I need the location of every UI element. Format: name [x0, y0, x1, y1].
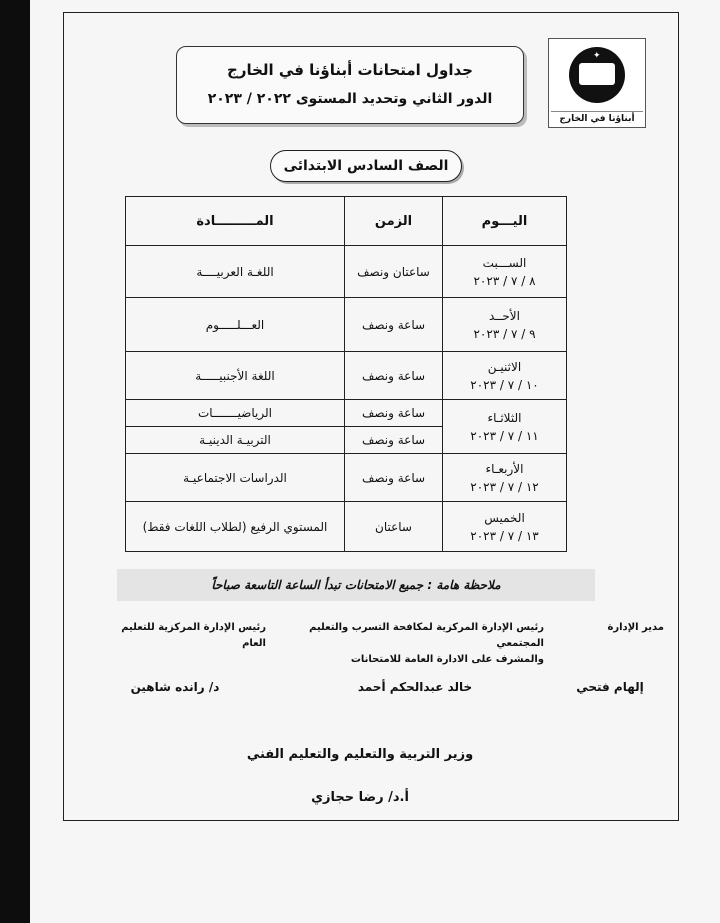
signatory-title-middle-line2: والمشرف على الادارة العامة للامتحانات [350, 654, 544, 665]
signatory-title-middle [300, 620, 544, 668]
minister-name: أ.د/ رضا حجازي [311, 790, 409, 805]
subject-cell: المستوي الرفيع (لطلاب اللغات فقط) [126, 502, 345, 552]
subject-cell: العـــلـــــوم [126, 298, 345, 352]
minister-title: وزير التربية والتعليم والتعليم الفني [246, 747, 474, 762]
day-name: الثلاثـاء [487, 410, 522, 425]
subject-cell: اللغـة العربيــــة [126, 246, 345, 298]
important-note: ملاحظة هامة : جميع الامتحانات تبدأ الساعة التاسعة صباحاً [117, 569, 595, 601]
time-cell: ساعة ونصف [345, 400, 443, 427]
table-row [126, 502, 567, 552]
time-cell: ساعتان [345, 502, 443, 552]
day-date: ٩ / ٧ / ٢٠٢٣ [473, 326, 536, 341]
day-cell [443, 298, 567, 352]
day-cell [443, 400, 567, 454]
day-cell [443, 454, 567, 502]
exam-schedule-table [125, 196, 567, 552]
eagle-icon: ✦ [593, 51, 601, 61]
header-subject: المـــــــــادة [126, 197, 345, 246]
table-row [126, 352, 567, 400]
day-cell [443, 502, 567, 552]
subject-cell: التربيـة الدينيـة [126, 427, 345, 454]
subject-cell: اللغة الأجنبيـــــة [126, 352, 345, 400]
day-cell [443, 246, 567, 298]
time-cell: ساعتان ونصف [345, 246, 443, 298]
day-date: ٨ / ٧ / ٢٠٢٣ [473, 273, 536, 288]
day-name: الاثنيـن [487, 359, 522, 374]
day-name: الخميس [484, 510, 525, 525]
header-day: اليـــوم [443, 197, 567, 246]
day-name: الأربعـاء [485, 461, 524, 476]
time-cell: ساعة ونصف [345, 298, 443, 352]
table-row [126, 298, 567, 352]
emblem-icon [569, 47, 625, 103]
signatory-title-middle-line1: رئيس الإدارة المركزية لمكافحة التسرب والتعليم المجتمعي [309, 622, 544, 649]
day-name: الســـبت [482, 255, 527, 270]
time-cell: ساعة ونصف [345, 352, 443, 400]
signatory-name-middle: خالد عبدالحكم أحمد [357, 680, 473, 694]
signatory-title-left: رئيس الإدارة المركزية للتعليم العام [121, 622, 266, 649]
time-cell: ساعة ونصف [345, 427, 443, 454]
table-row [126, 454, 567, 502]
header-time: الزمن [345, 197, 443, 246]
grade-title: الصف السادس الابتدائى [270, 150, 462, 182]
table-row [126, 400, 567, 427]
signatory-name-right: إلهام فتحي [576, 680, 644, 694]
time-cell: ساعة ونصف [345, 454, 443, 502]
table-row [126, 246, 567, 298]
header-subtitle: الدور الثاني وتحديد المستوى ٢٠٢٢ / ٢٠٢٣ [207, 91, 493, 107]
subject-cell: الرياضيـــــــات [126, 400, 345, 427]
signatory-name-left: د/ رانده شاهين [130, 680, 220, 694]
day-date: ١١ / ٧ / ٢٠٢٣ [470, 428, 539, 443]
day-date: ١٢ / ٧ / ٢٠٢٣ [470, 479, 539, 494]
day-name: الأحــد [489, 308, 520, 323]
logo-caption: أبناؤنا في الخارج [551, 111, 643, 124]
emblem-plate [579, 63, 615, 85]
signatory-title-right: مدير الإدارة [607, 622, 664, 633]
subject-cell: الدراسات الاجتماعيـة [126, 454, 345, 502]
day-date: ١٣ / ٧ / ٢٠٢٣ [470, 528, 539, 543]
document-header [176, 46, 524, 124]
header-title: جداول امتحانات أبناؤنا في الخارج [227, 61, 473, 79]
ministry-logo [548, 38, 646, 128]
day-date: ١٠ / ٧ / ٢٠٢٣ [470, 377, 539, 392]
day-cell [443, 352, 567, 400]
table-header-row [126, 197, 567, 246]
